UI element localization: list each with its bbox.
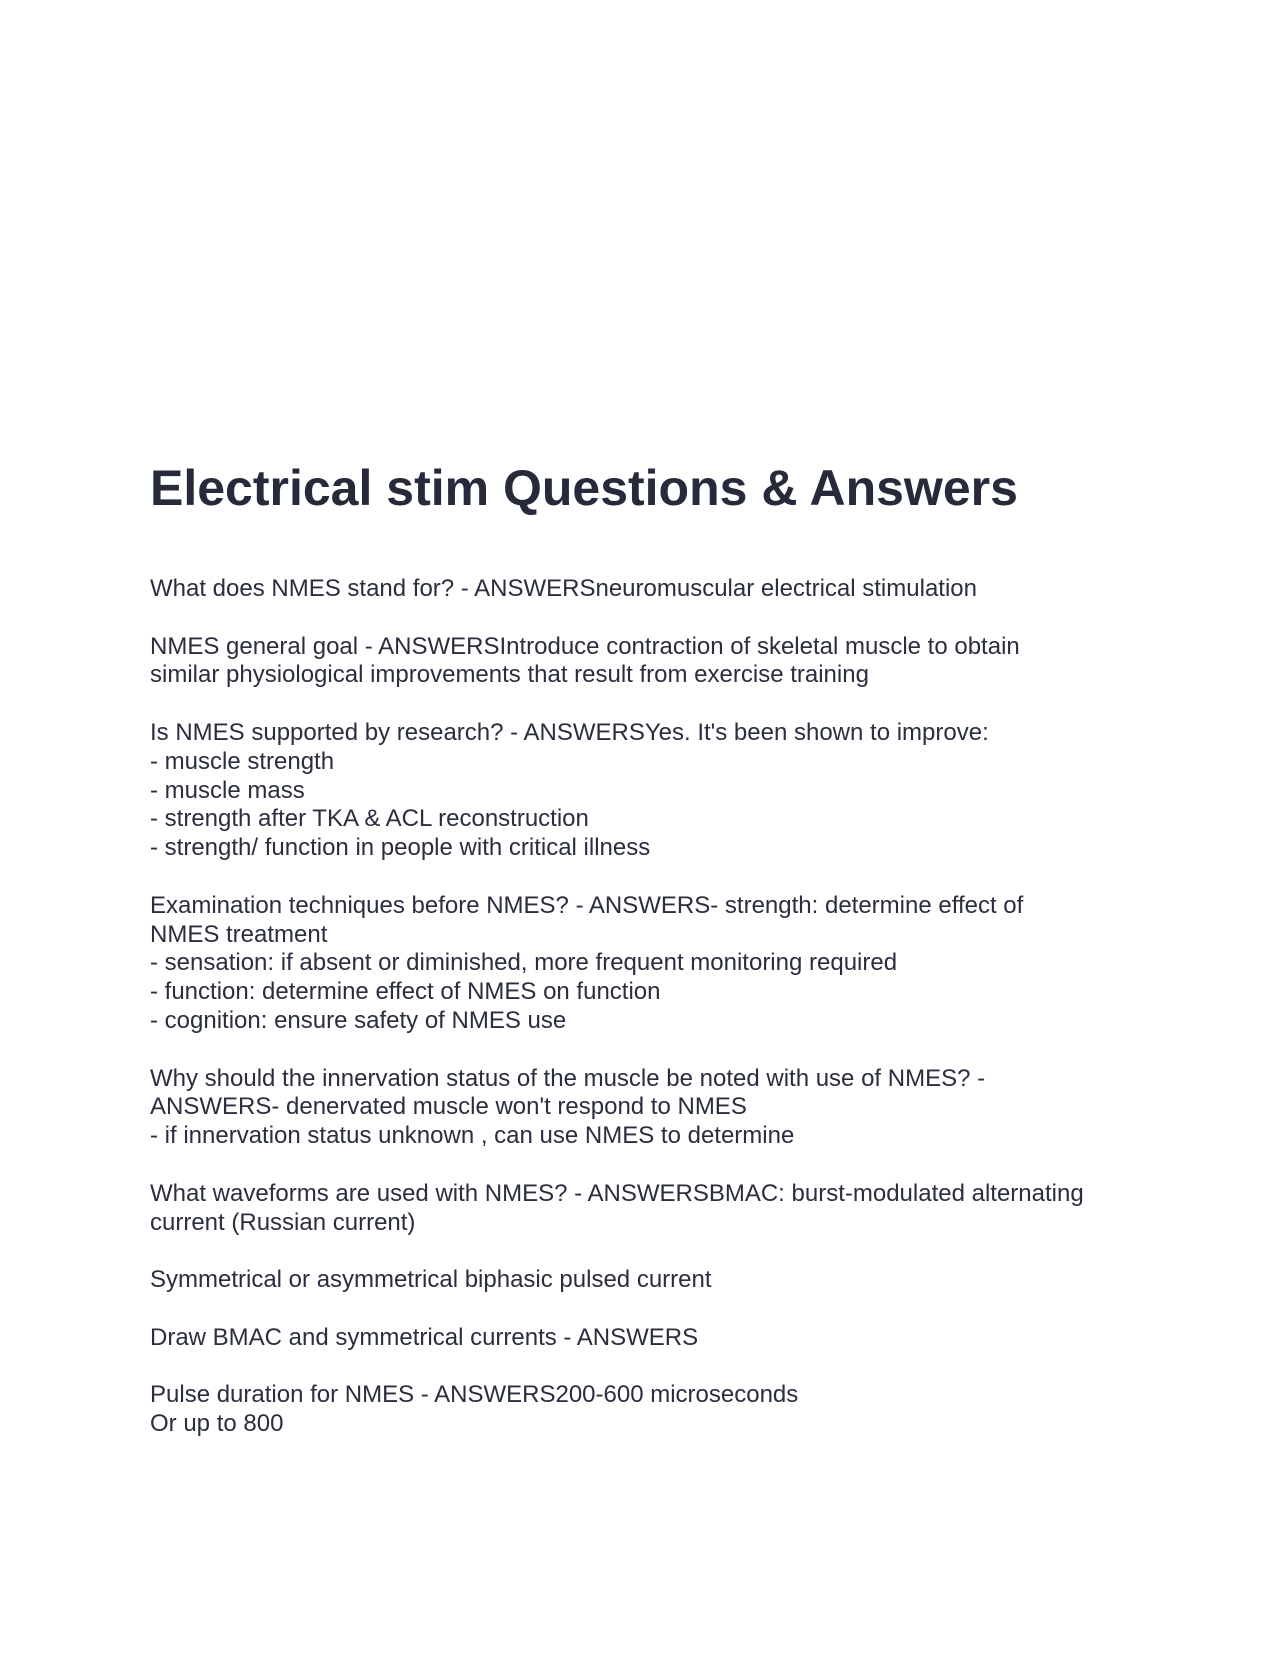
- qa-entry: [150, 633, 1160, 691]
- qa-line: Pulse duration for NMES - ANSWERS200-600 microseconds: [150, 1381, 799, 1409]
- qa-line: Draw BMAC and symmetrical currents - ANSWERS: [150, 1323, 699, 1351]
- qa-line: - strength after TKA & ACL reconstruction: [150, 805, 589, 833]
- qa-entry: [150, 1381, 1160, 1439]
- qa-line: - sensation: if absent or diminished, more frequent monitoring required: [150, 949, 898, 977]
- qa-entry: [150, 1180, 1160, 1238]
- qa-line: Why should the innervation status of the muscle be noted with use of NMES? -: [150, 1064, 986, 1092]
- qa-list: [150, 575, 1160, 1468]
- qa-line: Is NMES supported by research? - ANSWERSYes. It's been shown to improve:: [150, 718, 989, 746]
- qa-line: Examination techniques before NMES? - ANSWERS- strength: determine effect of: [150, 891, 1024, 919]
- qa-entry: [150, 575, 1160, 604]
- qa-line: - muscle strength: [150, 747, 335, 775]
- qa-line: Symmetrical or asymmetrical biphasic pulsed current: [150, 1266, 712, 1294]
- qa-line: current (Russian current): [150, 1208, 416, 1236]
- qa-line: - function: determine effect of NMES on function: [150, 978, 661, 1006]
- qa-line: - muscle mass: [150, 776, 305, 804]
- qa-entry: [150, 892, 1160, 1036]
- qa-line: NMES general goal - ANSWERSIntroduce contraction of skeletal muscle to obtain: [150, 632, 1020, 660]
- qa-line: - strength/ function in people with critical illness: [150, 834, 651, 862]
- qa-entry: [150, 1266, 1160, 1295]
- qa-line: - if innervation status unknown , can use NMES to determine: [150, 1122, 795, 1150]
- qa-line: similar physiological improvements that result from exercise training: [150, 661, 869, 689]
- qa-line: - cognition: ensure safety of NMES use: [150, 1006, 567, 1034]
- qa-line: What waveforms are used with NMES? - ANSWERSBMAC: burst-modulated alternating: [150, 1179, 1084, 1207]
- qa-line: What does NMES stand for? - ANSWERSneuromuscular electrical stimulation: [150, 575, 977, 602]
- qa-line: NMES treatment: [150, 920, 328, 948]
- qa-entry: [150, 719, 1160, 863]
- qa-line: ANSWERS- denervated muscle won't respond to NMES: [150, 1093, 747, 1121]
- document-title: Electrical stim Questions & Answers: [150, 460, 1018, 516]
- qa-entry: [150, 1324, 1160, 1353]
- qa-entry: [150, 1065, 1160, 1151]
- qa-line: Or up to 800: [150, 1410, 284, 1438]
